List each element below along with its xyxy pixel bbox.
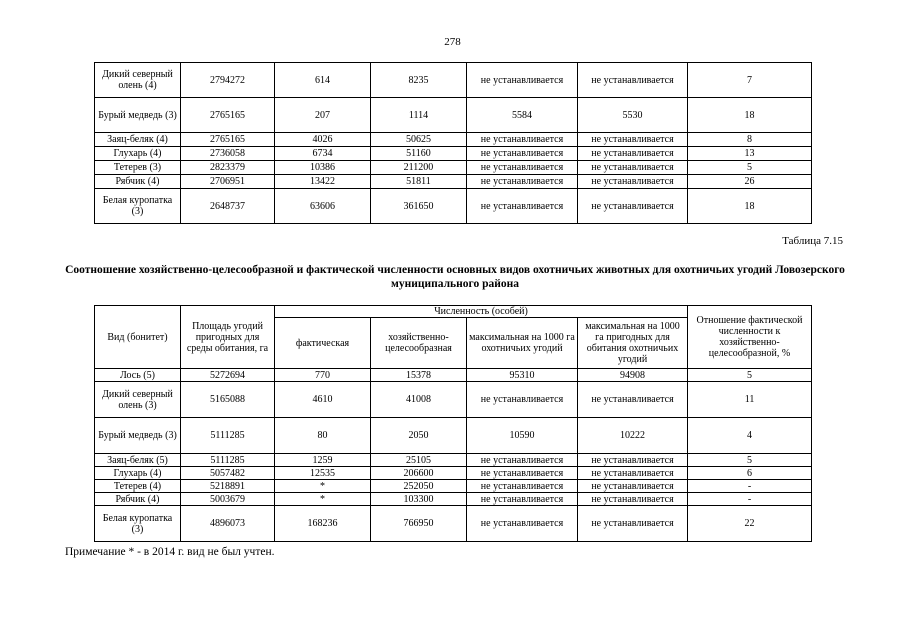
- target-cell: 51160: [371, 147, 467, 161]
- table-row: [95, 493, 812, 506]
- max-suitable-cell: не устанавливается: [578, 506, 688, 542]
- max-hunting-cell: 95310: [467, 369, 578, 382]
- actual-cell: 614: [275, 63, 371, 98]
- area-cell: 5165088: [181, 382, 275, 418]
- max-suitable-cell: не устанавливается: [578, 467, 688, 480]
- actual-cell: *: [275, 493, 371, 506]
- footnote: Примечание * - в 2014 г. вид не был учтен.: [65, 546, 275, 558]
- table-row: [95, 418, 812, 454]
- max-hunting-cell: не устанавливается: [467, 506, 578, 542]
- species-cell: Тетерев (3): [95, 161, 181, 175]
- area-cell: 2765165: [181, 133, 275, 147]
- max-hunting-cell: не устанавливается: [467, 175, 578, 189]
- max-hunting-cell: не устанавливается: [467, 454, 578, 467]
- species-cell: Белая куропатка (3): [95, 189, 181, 224]
- max-hunting-cell: не устанавливается: [467, 480, 578, 493]
- ratio-cell: 22: [688, 506, 812, 542]
- table-row: [95, 382, 812, 418]
- species-cell: Глухарь (4): [95, 147, 181, 161]
- actual-cell: 63606: [275, 189, 371, 224]
- ratio-cell: -: [688, 493, 812, 506]
- ratio-cell: 7: [688, 63, 812, 98]
- max-suitable-cell: не устанавливается: [578, 493, 688, 506]
- table-row: [95, 147, 812, 161]
- actual-cell: 12535: [275, 467, 371, 480]
- target-cell: 103300: [371, 493, 467, 506]
- page-number: 278: [444, 36, 461, 48]
- table-row: [95, 63, 812, 98]
- actual-cell: 13422: [275, 175, 371, 189]
- area-cell: 4896073: [181, 506, 275, 542]
- ratio-cell: 5: [688, 369, 812, 382]
- max-hunting-cell: не устанавливается: [467, 189, 578, 224]
- actual-cell: 4026: [275, 133, 371, 147]
- max-hunting-cell: не устанавливается: [467, 147, 578, 161]
- area-cell: 5111285: [181, 418, 275, 454]
- species-cell: Бурый медведь (3): [95, 98, 181, 133]
- ratio-cell: 8: [688, 133, 812, 147]
- target-cell: 50625: [371, 133, 467, 147]
- species-cell: Лось (5): [95, 369, 181, 382]
- species-cell: Бурый медведь (3): [95, 418, 181, 454]
- table-row: [95, 189, 812, 224]
- ratio-cell: 4: [688, 418, 812, 454]
- header-target: хозяйственно-целесообразная: [371, 318, 467, 369]
- area-cell: 2794272: [181, 63, 275, 98]
- ratio-cell: 13: [688, 147, 812, 161]
- max-suitable-cell: не устанавливается: [578, 147, 688, 161]
- header-max-suitable: максимальная на 1000 га пригодных для обитания охотничьих угодий: [578, 318, 688, 369]
- table-row: [95, 506, 812, 542]
- ratio-cell: 5: [688, 161, 812, 175]
- area-cell: 2823379: [181, 161, 275, 175]
- species-cell: Заяц-беляк (4): [95, 133, 181, 147]
- species-cell: Дикий северный олень (3): [95, 382, 181, 418]
- area-cell: 5218891: [181, 480, 275, 493]
- header-species: Вид (бонитет): [95, 306, 181, 369]
- actual-cell: 80: [275, 418, 371, 454]
- header-area: Площадь угодий пригодных для среды обитания, га: [181, 306, 275, 369]
- max-suitable-cell: 94908: [578, 369, 688, 382]
- area-cell: 5057482: [181, 467, 275, 480]
- actual-cell: 207: [275, 98, 371, 133]
- area-cell: 2765165: [181, 98, 275, 133]
- max-hunting-cell: не устанавливается: [467, 133, 578, 147]
- header-max-hunting: максимальная на 1000 га охотничьих угодий: [467, 318, 578, 369]
- max-suitable-cell: не устанавливается: [578, 133, 688, 147]
- ratio-cell: 26: [688, 175, 812, 189]
- continued-table: [94, 62, 812, 224]
- area-cell: 2706951: [181, 175, 275, 189]
- max-hunting-cell: не устанавливается: [467, 493, 578, 506]
- species-cell: Тетерев (4): [95, 480, 181, 493]
- max-hunting-cell: не устанавливается: [467, 467, 578, 480]
- area-cell: 5111285: [181, 454, 275, 467]
- max-hunting-cell: 5584: [467, 98, 578, 133]
- table-title: Соотношение хозяйственно-целесообразной и фактической численности основных видов охотничьих животных для охотничьих угодий Ловозерского муниципального района: [65, 264, 845, 290]
- actual-cell: 4610: [275, 382, 371, 418]
- max-suitable-cell: не устанавливается: [578, 189, 688, 224]
- max-suitable-cell: не устанавливается: [578, 63, 688, 98]
- area-cell: 5003679: [181, 493, 275, 506]
- species-cell: Рябчик (4): [95, 493, 181, 506]
- table-row: [95, 161, 812, 175]
- species-cell: Заяц-беляк (5): [95, 454, 181, 467]
- header-ratio: Отношение фактической численности к хозяйственно-целесообразной, %: [688, 306, 812, 369]
- actual-cell: 168236: [275, 506, 371, 542]
- area-cell: 2736058: [181, 147, 275, 161]
- actual-cell: *: [275, 480, 371, 493]
- target-cell: 766950: [371, 506, 467, 542]
- table-row: [95, 369, 812, 382]
- max-suitable-cell: не устанавливается: [578, 480, 688, 493]
- target-cell: 206600: [371, 467, 467, 480]
- header-population-group: Численность (особей): [275, 306, 688, 318]
- target-cell: 2050: [371, 418, 467, 454]
- table-row: [95, 454, 812, 467]
- target-cell: 25105: [371, 454, 467, 467]
- max-suitable-cell: 10222: [578, 418, 688, 454]
- actual-cell: 1259: [275, 454, 371, 467]
- species-cell: Белая куропатка (3): [95, 506, 181, 542]
- max-hunting-cell: 10590: [467, 418, 578, 454]
- target-cell: 51811: [371, 175, 467, 189]
- species-cell: Рябчик (4): [95, 175, 181, 189]
- target-cell: 1114: [371, 98, 467, 133]
- actual-cell: 10386: [275, 161, 371, 175]
- target-cell: 41008: [371, 382, 467, 418]
- table-number: Таблица 7.15: [782, 235, 843, 247]
- ratio-cell: 18: [688, 189, 812, 224]
- ratio-cell: 5: [688, 454, 812, 467]
- area-cell: 5272694: [181, 369, 275, 382]
- table-row: [95, 133, 812, 147]
- header-actual: фактическая: [275, 318, 371, 369]
- ratio-cell: 6: [688, 467, 812, 480]
- table-row: [95, 480, 812, 493]
- actual-cell: 6734: [275, 147, 371, 161]
- target-cell: 211200: [371, 161, 467, 175]
- target-cell: 361650: [371, 189, 467, 224]
- max-hunting-cell: не устанавливается: [467, 382, 578, 418]
- population-ratio-table: [94, 305, 812, 542]
- max-suitable-cell: не устанавливается: [578, 161, 688, 175]
- table-row: [95, 175, 812, 189]
- target-cell: 252050: [371, 480, 467, 493]
- max-hunting-cell: не устанавливается: [467, 63, 578, 98]
- species-cell: Дикий северный олень (4): [95, 63, 181, 98]
- max-suitable-cell: не устанавливается: [578, 382, 688, 418]
- ratio-cell: -: [688, 480, 812, 493]
- ratio-cell: 18: [688, 98, 812, 133]
- max-suitable-cell: 5530: [578, 98, 688, 133]
- max-hunting-cell: не устанавливается: [467, 161, 578, 175]
- max-suitable-cell: не устанавливается: [578, 175, 688, 189]
- max-suitable-cell: не устанавливается: [578, 454, 688, 467]
- target-cell: 15378: [371, 369, 467, 382]
- ratio-cell: 11: [688, 382, 812, 418]
- table-row: [95, 98, 812, 133]
- area-cell: 2648737: [181, 189, 275, 224]
- species-cell: Глухарь (4): [95, 467, 181, 480]
- target-cell: 8235: [371, 63, 467, 98]
- table-row: [95, 467, 812, 480]
- actual-cell: 770: [275, 369, 371, 382]
